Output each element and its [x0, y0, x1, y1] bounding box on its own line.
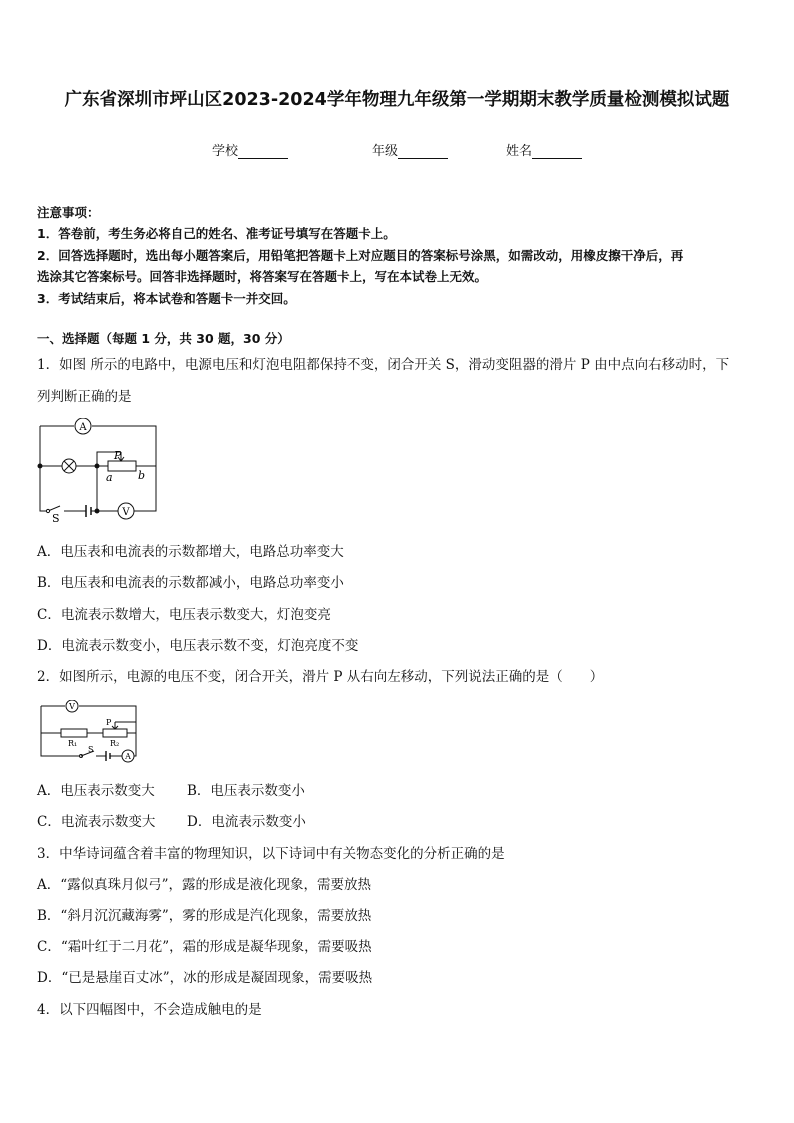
q2-option-b: B．电压表示数变小 [187, 783, 305, 799]
section-heading: 一、选择题（每题 1 分，共 30 题，30 分） [37, 331, 290, 346]
svg-text:a: a [106, 471, 113, 484]
svg-text:P: P [106, 718, 112, 727]
rheostat [108, 461, 136, 471]
notice-item: 3．考试结束后，将本试卷和答题卡一并交回。 [37, 291, 296, 306]
name-field: 姓名 [506, 140, 582, 159]
grade-field: 年级 [372, 140, 448, 159]
q3-option-c: C．“霜叶红于二月花”，霜的形成是凝华现象，需要吸热 [37, 939, 372, 955]
svg-text:S: S [88, 745, 94, 754]
svg-text:A: A [79, 422, 87, 433]
q3-option-a: A．“露似真珠月似弓”，露的形成是液化现象，需要放热 [37, 877, 372, 893]
svg-text:V: V [122, 507, 130, 518]
svg-text:R₁: R₁ [68, 739, 78, 748]
q2-stem: 2．如图所示，电源的电压不变，闭合开关，滑片 P 从右向左移动，下列说法正确的是（ ） [37, 669, 604, 685]
page-title: 广东省深圳市坪山区2023-2024学年物理九年级第一学期期末教学质量检测模拟试题 [64, 90, 730, 110]
q1-option-d: D．电流表示数变小，电压表示数不变，灯泡亮度不变 [37, 638, 359, 654]
notice-heading: 注意事项： [37, 205, 100, 220]
svg-text:b: b [138, 469, 146, 482]
svg-text:A: A [125, 752, 131, 761]
q1-stem-cont: 列判断正确的是 [37, 389, 132, 405]
q3-option-b: B．“斜月沉沉藏海雾”，雾的形成是汽化现象，需要放热 [37, 908, 372, 924]
q2-option-a: A．电压表示数变大 [37, 783, 155, 799]
q1-stem: 1．如图 所示的电路中，电源电压和灯泡电阻都保持不变，闭合开关 S，滑动变阻器的滑片 P 由中点向右移动时，下 [37, 357, 730, 373]
q2-circuit-diagram [36, 700, 146, 766]
q1-option-c: C．电流表示数增大，电压表示数变大，灯泡变亮 [37, 607, 331, 623]
q3-stem: 3．中华诗词蕴含着丰富的物理知识，以下诗词中有关物态变化的分析正确的是 [37, 846, 505, 862]
notice-item: 选涂其它答案标号。回答非选择题时，将答案写在答题卡上，写在本试卷上无效。 [37, 269, 488, 284]
q2-option-c: C．电流表示数变大 [37, 814, 156, 830]
notice-item: 1．答卷前，考生务必将自己的姓名、准考证号填写在答题卡上。 [37, 226, 396, 241]
svg-text:S: S [52, 512, 60, 524]
q3-option-d: D．“已是悬崖百丈冰”，冰的形成是凝固现象，需要吸热 [37, 970, 373, 986]
svg-text:V: V [69, 702, 75, 711]
resistor-r1 [61, 729, 87, 737]
svg-text:R₂: R₂ [110, 739, 120, 748]
notice-item: 2．回答选择题时，选出每小题答案后，用铅笔把答题卡上对应题目的答案标号涂黑，如需改动，用橡皮擦干净后，再 [37, 248, 684, 263]
school-field: 学校 [212, 140, 288, 159]
rheostat-r2 [103, 729, 127, 737]
q4-stem: 4．以下四幅图中，不会造成触电的是 [37, 1002, 262, 1018]
q2-option-d: D．电流表示数变小 [187, 814, 306, 830]
q1-circuit-diagram [34, 418, 162, 524]
svg-text:P: P [114, 449, 122, 462]
q1-option-b: B．电压表和电流表的示数都减小，电路总功率变小 [37, 575, 344, 591]
q1-option-a: A．电压表和电流表的示数都增大，电路总功率变大 [37, 544, 344, 560]
